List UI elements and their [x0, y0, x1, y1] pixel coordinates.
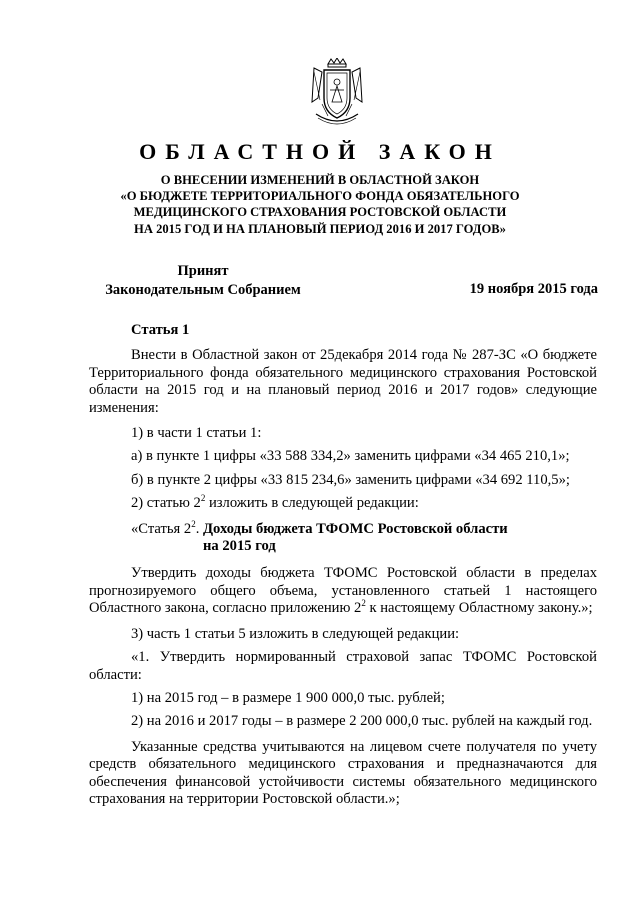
text-fragment: изложить в следующей редакции: — [205, 495, 419, 512]
list-item: а) в пункте 1 цифры «33 588 334,2» заменить цифрами «34 465 210,1»; — [131, 448, 570, 465]
law-subtitle — [100, 172, 540, 237]
rostov-region-coat-of-arms-icon — [308, 58, 366, 128]
paragraph: Указанные средства учитываются на лицевом счете получателя по учету средств обязательного медицинского страхования и предназначаются для обеспечения финансовой устойчивости системы обязательного медицинского страхования на территории Ростовской области.»; — [89, 738, 597, 807]
superscript: 2 — [200, 493, 206, 504]
list-item: 1) в части 1 статьи 1: — [131, 425, 262, 442]
list-item: 2) на 2016 и 2017 годы – в размере 2 200 000,0 тыс. рублей на каждый год. — [131, 713, 593, 730]
paragraph — [89, 565, 597, 617]
superscript: 2 — [361, 598, 366, 609]
subtitle-line: «О БЮДЖЕТЕ ТЕРРИТОРИАЛЬНОГО ФОНДА ОБЯЗАТЕЛЬНОГО — [120, 189, 520, 204]
document-title: ОБЛАСТНОЙ ЗАКОН — [139, 139, 501, 164]
superscript: 2 — [191, 518, 196, 529]
list-item: б) в пункте 2 цифры «33 815 234,6» заменить цифрами «34 692 110,5»; — [131, 471, 570, 488]
list-item: 3) часть 1 статьи 5 изложить в следующей редакции: — [131, 625, 460, 642]
text-fragment: . — [195, 520, 203, 537]
article-heading: Статья 1 — [131, 322, 190, 338]
subarticle-title-cont: на 2015 год — [203, 538, 276, 555]
subtitle-line: НА 2015 ГОД И НА ПЛАНОВЫЙ ПЕРИОД 2016 И 2017 ГОДОВ» — [134, 221, 506, 236]
text-fragment: к настоящему Областному закону.»; — [365, 600, 593, 617]
list-item — [89, 495, 597, 512]
paragraph: «1. Утвердить нормированный страховой запас ТФОМС Ростовской области: — [89, 649, 597, 683]
article-body — [89, 322, 597, 816]
text-fragment: 2) статью 2 — [131, 495, 201, 512]
subtitle-line: О ВНЕСЕНИИ ИЗМЕНЕНИЙ В ОБЛАСТНОЙ ЗАКОН — [160, 173, 480, 187]
subarticle-heading — [131, 518, 597, 556]
article-intro: Внести в Областной закон от 25декабря 2014 года № 287-ЗС «О бюджете Территориального фонда обязательного медицинского страхования Ростовской области на 2015 год и на плановый период 2016 и 2017 годов» следующие изменения: — [89, 347, 597, 416]
text-fragment: «Статья 2 — [131, 520, 192, 537]
adopted-body: Законодательным Собранием — [105, 282, 301, 298]
adopted-label: Принят — [177, 263, 229, 279]
adopted-by — [88, 262, 318, 300]
subarticle-title: Доходы бюджета ТФОМС Ростовской области — [202, 520, 508, 537]
text-fragment: Утвердить доходы бюджета ТФОМС Ростовской области в пределах прогнозируемого общего объема, установленного статьей 1 настоящего Областного закона, согласно приложению 2 — [89, 565, 597, 617]
list-item: 1) на 2015 год – в размере 1 900 000,0 тыс. рублей; — [131, 689, 445, 706]
adoption-date: 19 ноября 2015 года — [469, 281, 598, 297]
subtitle-line: МЕДИЦИНСКОГО СТРАХОВАНИЯ РОСТОВСКОЙ ОБЛАСТИ — [133, 205, 507, 220]
